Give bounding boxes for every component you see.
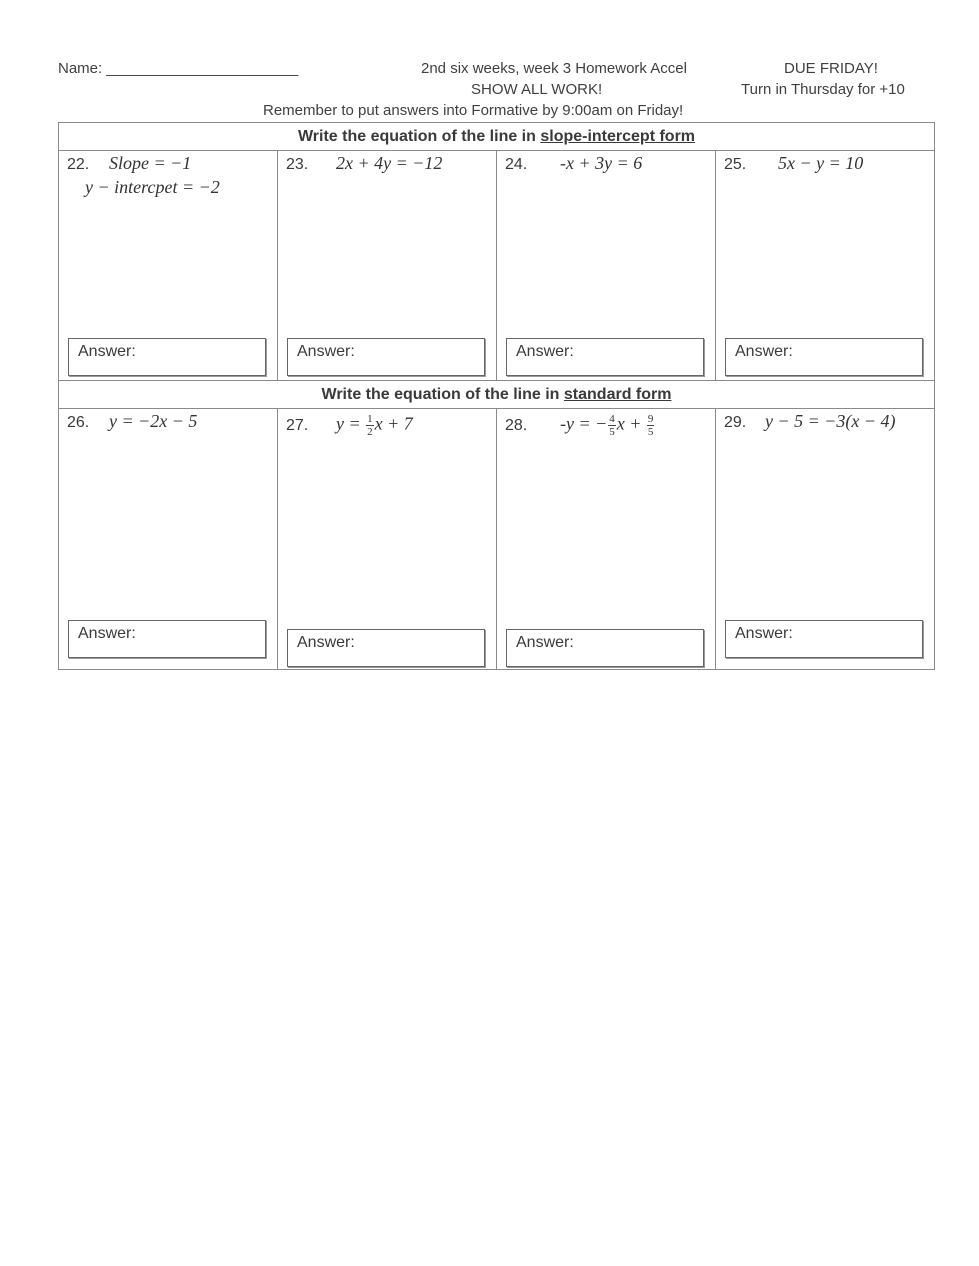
fraction-one-half: $\frac{1}{2}$ [367,413,373,438]
answer-box-24[interactable]: Answer: [506,338,704,376]
answer-box-23[interactable]: Answer: [287,338,485,376]
problem-29: 29. y − 5 = −3(x − 4) Answer: [716,409,934,669]
answer-box-29[interactable]: Answer: [725,620,923,658]
due-notice: DUE FRIDAY! [784,60,878,77]
formative-reminder: Remember to put answers into Formative by 9:00am on Friday! [263,102,684,119]
worksheet-table [58,122,935,670]
problem-22-slope: Slope = −1 [109,153,192,173]
problem-28: 28. -y = − $\frac{4}{5}$ x + $\frac{9}{5}$ Answer: [497,409,715,669]
problem-24: 24. -x + 3y = 6 Answer: [497,151,715,380]
problem-27: 27. y = $\frac{1}{2}$ x + 7 Answer: [278,409,496,669]
slope-intercept-form-label: slope-intercept form [540,128,696,145]
fraction-four-fifths: $\frac{4}{5}$ [609,413,615,438]
answer-box-27[interactable]: Answer: [287,629,485,667]
show-work-notice: SHOW ALL WORK! [471,81,603,98]
answer-box-22[interactable]: Answer: [68,338,266,376]
problem-22: 22. Slope = −1 y − intercpet = −2 Answer: [59,151,277,380]
standard-form-label: standard form [563,386,672,403]
section-heading-slope-intercept: Write the equation of the line in slope-intercept form [59,123,935,151]
fraction-nine-fifths: $\frac{9}{5}$ [647,413,654,438]
problem-25-equation: 5x − y = 10 [778,153,864,173]
answer-box-26[interactable]: Answer: [68,620,266,658]
problem-26-equation: y = −2x − 5 [109,411,198,431]
name-field[interactable]: Name: _______________________ [58,60,299,77]
problem-23: 23. 2x + 4y = −12 Answer: [278,151,496,380]
problem-24-equation: -x + 3y = 6 [560,153,643,173]
problem-28-equation: -y = − $\frac{4}{5}$ x + $\frac{9}{5}$ [560,413,654,438]
bonus-notice: Turn in Thursday for +10 [741,81,905,98]
problem-29-equation: y − 5 = −3(x − 4) [765,411,896,431]
problem-27-equation: y = $\frac{1}{2}$ x + 7 [336,413,413,438]
problem-23-equation: 2x + 4y = −12 [336,153,443,173]
problem-25: 25. 5x − y = 10 Answer: [716,151,934,380]
problem-22-intercept: y − intercpet = −2 [85,177,220,197]
answer-box-25[interactable]: Answer: [725,338,923,376]
problem-26: 26. y = −2x − 5 Answer: [59,409,277,669]
worksheet-title: 2nd six weeks, week 3 Homework Accel [421,60,687,77]
answer-box-28[interactable]: Answer: [506,629,704,667]
section-heading-standard: Write the equation of the line in standard form [59,381,935,409]
